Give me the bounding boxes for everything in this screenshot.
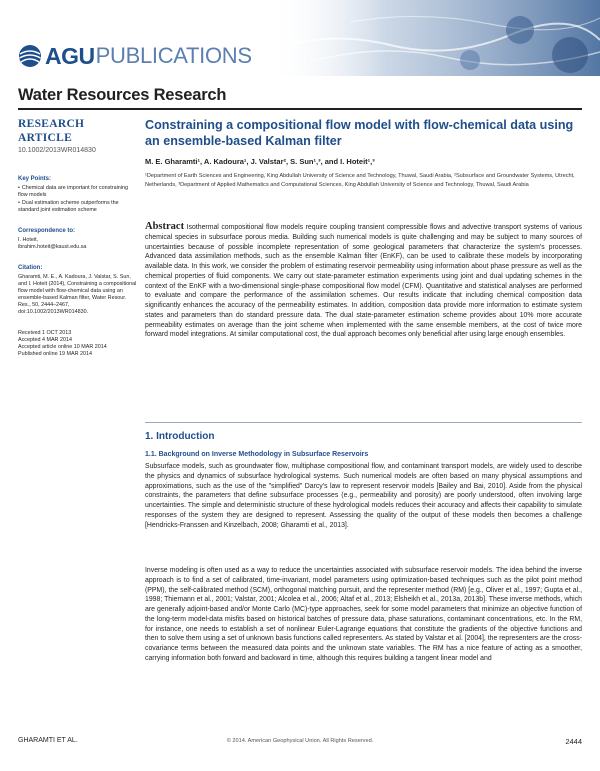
doi-left: 10.1002/2013WR014830 (18, 147, 96, 154)
key-point-item: • Dual estimation scheme outperforms the standard joint estimation scheme (18, 200, 138, 214)
correspondence-name: I. Hoteit, (18, 237, 39, 243)
correspondence-heading: Correspondence to: (18, 228, 76, 234)
article-history (18, 330, 138, 358)
author-list: M. E. Gharamti¹, A. Kadoura¹, J. Valstar², S. Sun¹,³, and I. Hoteit¹,³ (145, 157, 375, 166)
section-divider (145, 422, 582, 423)
footer-copyright: © 2014. American Geophysical Union. All Rights Reserved. (226, 738, 374, 744)
history-item: Accepted article online 10 MAR 2014 (18, 344, 107, 350)
affiliations: ¹Department of Earth Sciences and Engineering, King Abdullah University of Science and Technology, Thuwal, Saudi Arabia, ²Subsurface and Groundwater Systems, Utrecht, Netherlands, ³Department of Applied Mathematics and Computational Sciences, King Abdullah University of Science and Technology, Thuwal, Saudi Arabia (145, 173, 575, 188)
globe-icon (18, 44, 42, 68)
history-item: Received 1 OCT 2013 (18, 330, 72, 336)
abstract-block (145, 222, 582, 340)
abstract-heading: Abstract (145, 221, 185, 232)
header-rule (18, 108, 582, 110)
section-heading-introduction: 1. Introduction (145, 431, 215, 442)
logo-publications-text: PUBLICATIONS (95, 43, 252, 68)
history-item: Published online 19 MAR 2014 (18, 351, 93, 357)
agu-logo (18, 42, 252, 70)
subsection-heading: 1.1. Background on Inverse Methodology in Subsurface Reservoirs (145, 451, 369, 458)
key-points-list (18, 185, 138, 214)
logo-agu-text: AGU (45, 42, 95, 69)
abstract-text: Isothermal compositional flow models require coupling transient compressible flows and advective transport systems of various chemical species in subsurface porous media. Building such numerical models is quite challenging and may be subject to many sources of uncertainties because of possible incomplete representation of some geological parameters that characterize the system's processes. Advanced data assimilation methods, such as the ensemble Kalman filter (EnKF), can be used to calibrate these models by incorporating available data. In this work, we consider the problem of estimating reservoir permeability using information about phase pressure as well as the chemical properties of fluid components. We carry out state-parameter estimation experiments using joint and dual updating schemes in the context of the EnKF with a two-dimensional single-phase compositional flow model (CFM). Quantitative and statistical analyses are performed to evaluate and compare the performance of the assimilation schemes. Our results indicate that including chemical composition data significantly enhances the accuracy of the permeability estimates. In addition, composition data provide more information to estimate system states and parameters than do standard pressure data. The dual state-parameter estimation scheme provides about 10% more accurate permeability estimates on average than the joint scheme when implemented with the same ensemble members, at the cost of twice more forward model integrations. At similar computational cost, the dual approach becomes only beneficial after using large enough ensembles. (145, 224, 582, 339)
citation-text: Gharamti, M. E., A. Kadoura, J. Valstar, S. Sun, and I. Hoteit (2014), Constraining a compositional flow model with flow-chemical data using an ensemble-based Kalman filter, Water Resour. Res., 50, 2444–2467, doi:10.1002/2013WR014830. (18, 274, 137, 315)
footer-author: GHARAMTI ET AL. (18, 737, 78, 744)
key-point-item: • Chemical data are important for constraining flow models (18, 185, 138, 199)
article-title: Constraining a compositional flow model with flow-chemical data using an ensemble-based Kalman filter (145, 118, 574, 148)
body-paragraph: Inverse modeling is often used as a way to reduce the uncertainties associated with subsurface reservoir models. The idea behind the inverse approach is to find a set of calibrated, time-invariant, model parameters using optimization-based techniques such as the pilot point method (PPM), the self-calibrated method (SCM), orthogonal matching pursuit, and the representer method (RM) [e.g., Oliver et al., 1997; Gupta et al., 1998; Thiemann et al., 2001; Valstar, 2001; Alcolea et al., 2006; Altaf et al., 2013; Elsheikh et al., 2013a, 2013b]. These inverse methods, which are generally adjoint-based and/or Monte Carlo (MC)-type approaches, seek for some model parameters that minimize an objective function of the long-term model-data misfits based on historical batches of pressure data, phase saturations, contaminant concentrations, etc. In the RM, for instance, one needs to establish a set of nonlinear Euler-Lagrange equations that constitute the gradients of the objective functions and then to solve them using a set of unknown basis functions called representers. As stated by Valstar et al. [2004], the representers are the cross-covariance terms between the measured data points and the unknown state variables. The RM has a nice feature of acting as a smoother, carrying information both forward and backward in time, although this requires building a tangent linear model and (145, 567, 582, 662)
left-sidebar (18, 117, 138, 358)
journal-title: Water Resources Research (18, 86, 227, 104)
key-points-heading: Key Points: (18, 176, 52, 182)
body-paragraph: Subsurface models, such as groundwater flow, multiphase compositional flow, and contaminant transport models, are widely used to describe the physics and dynamics of subsurface hydrological systems. Such numerical models are often based on many physical assumptions and approximations, such as the use of the "simplified" Darcy's law to represent reservoir models [Bailey and Bai, 2010]. Aside from the physical constraints, the parameters that define subsurface processes (e.g., permeability and porosity) are poorly understood, often involving large uncertainties. The simple and deterministic structure of these hydrological models reduces their accuracy and affects their capability to simulate responses of the system they are designed to represent. Assessing the quality of the output of these models then becomes a challenge [Hendricks-Franssen and Kinzelbach, 2008; Gharamti et al., 2013]. (145, 463, 582, 529)
article-type: RESEARCH ARTICLE (18, 118, 85, 144)
correspondence-email[interactable]: ibrahim.hoteit@kaust.edu.sa (18, 244, 87, 250)
header-wave-graphic (270, 0, 600, 76)
history-item: Accepted 4 MAR 2014 (18, 337, 72, 343)
citation-heading: Citation: (18, 265, 43, 271)
page-number: 2444 (565, 737, 582, 746)
